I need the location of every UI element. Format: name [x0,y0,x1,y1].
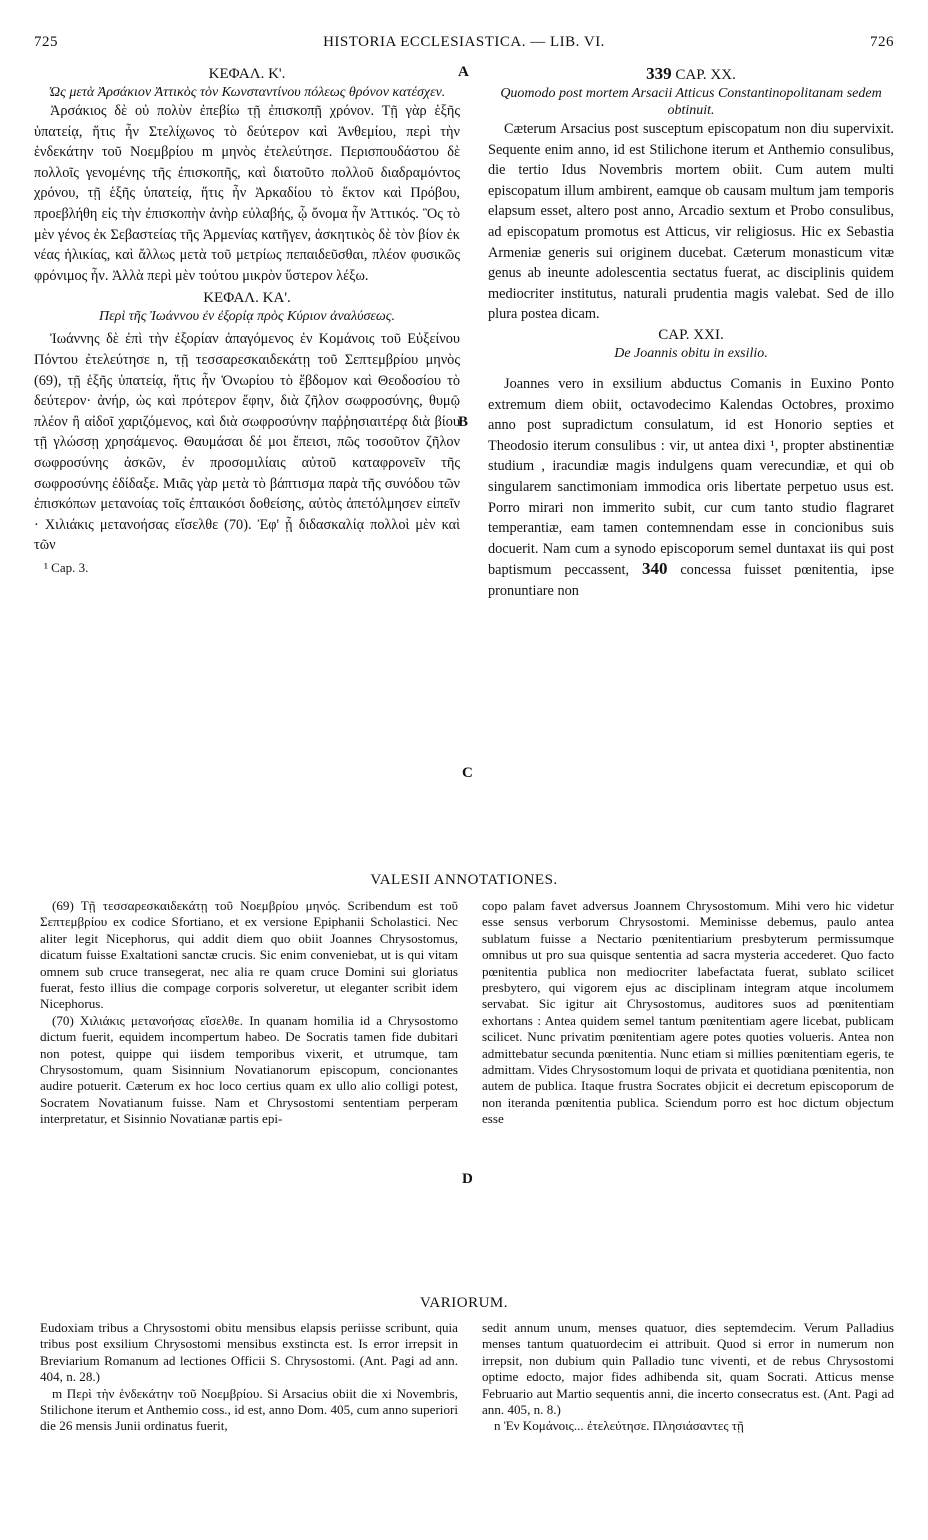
variorum-note-n: n Ἐν Κομάνοις... ἐτελεύτησε. Πλησιάσαντες τῇ [494,1418,744,1434]
latin-chapter-20-title: CAP. XX. [675,67,736,83]
latin-chapter-20-subtitle: Quomodo post mortem Arsacii Atticus Constantinopolitanam sedem obtinuit. [500,86,882,118]
left-page-number: 725 [34,34,58,50]
greek-chapter-21-text: Ἰωάννης δὲ ἐπὶ τὴν ἐξορίαν ἀπαγόμενος ἐν Κομάνοις τοῦ Εὐξείνου Πόντου ἐτελεύτησε n, τῇ τεσσαρεσκαιδεκάτῃ τοῦ Σεπτεμβρίου μηνὸς (69), τῇ ἑξῆς ὑπατείᾳ, ἥτις ἦν Ὁνωρίου τὸ ἕβδομον καὶ Θεοδοσίου τὸ δεύτερον· ἀνήρ, ὡς καὶ πρότερον ἔφην, διὰ ζῆλον σωφροσύνης, θυμῷ πλέον ἢ αἰδοῖ χαριζόμενος, καὶ διὰ σωφροσύνην παῤῥησιαιτέρᾳ διὰ βίου τῇ γλώσσῃ χρησάμενος. Θαυμάσαι δέ μοι ἔπεισι, πῶς τοσοῦτον ζῆλον σωφροσύνης ἀσκῶν, ἐν προσομιλίαις αὐτοῦ καταφρονεῖν τῆς σωφροσύνης ἐδίδαξε. Μιᾶς γὰρ μετὰ τὸ βάπτισμα παρὰ τῆς συνόδου τῶν ἐπισκόπων μετανοίας τοῖς ἐπταικόσι δοθείσης, αὐτὸς ἀπετόλμησεν εἰπεῖν · Χιλιάκις μετανοήσας εἴσελθε (70). Ἐφ' ᾗ διδασκαλίᾳ πολλοὶ μὲν καὶ τῶν [34,331,460,554]
valesii-heading: VALESII ANNOTATIONES. [370,872,558,888]
variorum-right-column [482,1320,894,1435]
column-number-340: 340 [641,559,668,579]
greek-chapter-21-title: ΚΕΦΑΛ. ΚΑ'. [203,290,291,307]
right-page-number: 726 [870,34,894,50]
valesii-note-continuation: copo palam favet adversus Joannem Chrysostomum. Mihi vero hic videtur esse sensus verborum Chrysostomi. Meminisse debemus, paulo antea sublatum fuisse a Nectario pœnitentiarium presbyterum permissumque omnibus ut pro sua quisque sententia ad sacra mysteria accederet. Quo facto pœnitentia publica non mediocriter labefactata fuerat, sublato scilicet presbytero, qui vigorem ejus ac disciplinam integram atque incolumem servabat. Sic igitur ait Chrysostomus, auditores suos ad pœnitentiam exhortans : Antea quidem semel tantum pœnitentiam agere licebat, publicam scilicet. Nunc privatim pœnitentiam agere potes quoties volueris. Antea non admittebatur secunda pœnitentia. Nunc etiam si millies pœnitentiam egeris, te admittam. Vides Chrysostomum loqui de privata et quotidiana pœnitentia, non autem de publica. Itaque frustra Socrates objicit ei decretum episcoporum de non iteranda pœnitentia publica. Sciendum porro est hoc dictum objectum esse [482,898,894,1127]
variorum-note-eudoxia: Eudoxiam tribus a Chrysostomi obitu mensibus elapsis periisse scribunt, quia tribus post exsilium Chrysostomi mensibus exstincta est. Is error irrepsit in Breviarium Romanum ad lectiones Officii S. Chrysostomi. (Ant. Pagi ad ann. 404, n. 28.) [40,1320,458,1385]
margin-marker-b: B [458,414,469,430]
greek-chapter-20-title: ΚΕΦΑΛ. Κ'. [208,66,286,82]
variorum-left-column [40,1320,458,1435]
margin-marker-d: D [462,1171,473,1187]
latin-chapter-21-paragraph: Joannes vero in exsilium abductus Comanis in Euxino Ponto extremum diem obiit, octavodecimo Kalendas Octobres, proximo anno post supradictum consulatum, id est Honorio septies et Theodosio iterum consulibus : vir, ut antea dixi ¹, propter abstinentiæ studium , iracundiæ magis indulgens quam verecundiæ, et qui ob singularem sanctimoniam immodica oris libertate perpetuo usus est. Porro mirari non immerito subit, cur cum tanto studio flagraret temperantiæ, eam tamen contemnendam esse in concionibus suis docuerit. Nam cum a synodo episcoporum semel duntaxat iis qui post baptismum peccassent, [488,375,894,579]
variorum-note-m: m Περὶ τὴν ἑνδεκάτην τοῦ Νοεμβρίου. Si Arsacius obiit die xi Novembris, Stilichone iterum et Anthemio coss., id est, anno Dom. 405, cum anno superiori die 26 mensis Junii ordinatus fuerit, [40,1385,458,1434]
variorum-heading: VARIORUM. [420,1295,508,1311]
latin-chapter-21-text [488,374,894,602]
column-number-339: 339 [646,64,672,83]
latin-column [488,64,894,601]
valesii-note-70: (70) Χιλιάκις μετανοήσας εἴσελθε. In quanam homilia id a Chrysostomo dictum fuerit, equidem incompertum habeo. De Socratis tamen fide dubitari non potest, quippe qui iisdem temporibus vixerit, et utrumque, tam Chrysostomum, quam Sisinnium Novatianorum episcopum, concionantes audire potuerit. Cæterum ex hoc loco certius quam ex ullo alio colligi potest, Socratem Novatianum fuisse. Nam et Chrysostomi sententiam perperam interpretatur, et Sisinnio Novatianæ partis epi- [40,1012,458,1127]
greek-chapter-20-subtitle: Ὡς μετὰ Ἀρσάκιον Ἀττικὸς τὸν Κωνσταντίνου πόλεως θρόνον κατέσχεν. [48,85,446,100]
variorum-note-continuation: sedit annum unum, menses quatuor, dies septemdecim. Verum Palladius menses tantum quatuordecim ei attribuit. Quod si error in numerum non irrepsit, non dubium quin Palladio tunc viventi, et de rebus Chrysostomi optime edocto, major fides adhibenda sit, quam Socrati. Atticus mense Februario aut Martio sequentis anni, die incerto consecratus est. (Ant. Pagi ad ann. 405, n. 8.) [482,1320,894,1418]
latin-chapter-21-subtitle: De Joannis obitu in exsilio. [614,345,768,361]
margin-marker-c: C [462,765,473,781]
greek-chapter-21-subtitle: Περὶ τῆς Ἰωάννου ἐν ἐξορίᾳ πρὸς Κύριον ἀναλύσεως. [99,309,395,325]
running-header [34,34,894,56]
valesii-right-column [482,898,894,1128]
greek-column [34,64,460,576]
greek-chapter-20-text: Ἀρσάκιος δὲ οὐ πολὺν ἐπεβίω τῇ ἐπισκοπῇ χρόνον. Τῇ γὰρ ἑξῆς ὑπατείᾳ, ἥτις ἦν Στελίχωνος τὸ δεύτερον καὶ Ἀνθεμίου, περὶ τὴν ἑνδεκάτην τοῦ Νοεμβρίου m μηνὸς ἐτελεύτησε. Περισπουδάστου δὲ πολλοῖς γενομένης τῆς ἐπισκοπῆς, καὶ διατοῦτο πολλοῦ διαδραμόντος χρόνου, τῇ ἑξῆς ὑπατείᾳ, ἥτις ἦν Ἀρκαδίου τὸ ἕκτον καὶ Πρόβου, προεβλήθη εἰς τὴν ἐπισκοπὴν ἀνὴρ εὐλαβής, ᾧ ὄνομα ἦν Ἀττικός. Ὃς τὸ μὲν γένος ἐκ Σεβαστείας τῆς Ἀρμενίας κατῆγεν, ἀσκητικὸς δὲ τὸν βίον ἐκ νέας ἡλικίας, καὶ ἄλλως μετὰ τοῦ μετρίως πεπαιδεῦσθαι, πλέον φυσικῶς φρόνιμος ἦν. Ἀλλὰ περὶ μὲν τούτου μικρὸν ὕστερον λέξω. [34,103,460,284]
latin-chapter-20-heading [488,64,894,85]
valesii-note-69: (69) Τῇ τεσσαρεσκαιδεκάτῃ τοῦ Νοεμβρίου μηνός. Scribendum est τοῦ Σεπτεμβρίου ex codice Sfortiano, et ex versione Epiphanii Scholastici. Nec aliter legit Nicephorus, qui addit diem quo obiit Joannes Chrysostomus, dicatum fuisse Exaltationi sanctæ crucis. Sic enim conveniebat, ut is qui vitam omnem sub cruce transegerat, nec alia re quam cruce Domini sui gloriatus fuerat, festo illius die compage corporis solveretur, ut eleganter scribit idem Nicephorus. [40,898,458,1012]
running-title: HISTORIA ECCLESIASTICA. — LIB. VI. [323,34,605,50]
latin-chapter-20-text: Cæterum Arsacius post susceptum episcopatum non diu supervixit. Sequente enim anno, id est Stilichone iterum et Anthemio consulibus, die tertio Idus Novembris mortem obiit. Cum autem multi episcopatum illum ambirent, eamque ob causam multum jam temporis elapsum esset, altero post anno, Arcadio sextum et Probo consulibus, ad episcopatum promotus est Atticus, vir religiosus. Hic ex Sebastia Armeniæ generis sui originem ducebat. Cæterum monasticum vitæ genus ab ineunte adolescentia sectatus fuerat, ac disciplinis quidem mediocriter institutus, naturali prudentia magis valebat. Sed de illo plura postea dicam. [488,121,894,323]
latin-chapter-21-continuation: concessa fuisset pœnitentia, ipse pronuntiare non [488,562,894,599]
margin-marker-a: A [458,64,469,80]
valesii-left-column [40,898,458,1128]
latin-chapter-21-title: CAP. XXI. [658,326,724,343]
greek-footnote: ¹ Cap. 3. [44,559,89,575]
